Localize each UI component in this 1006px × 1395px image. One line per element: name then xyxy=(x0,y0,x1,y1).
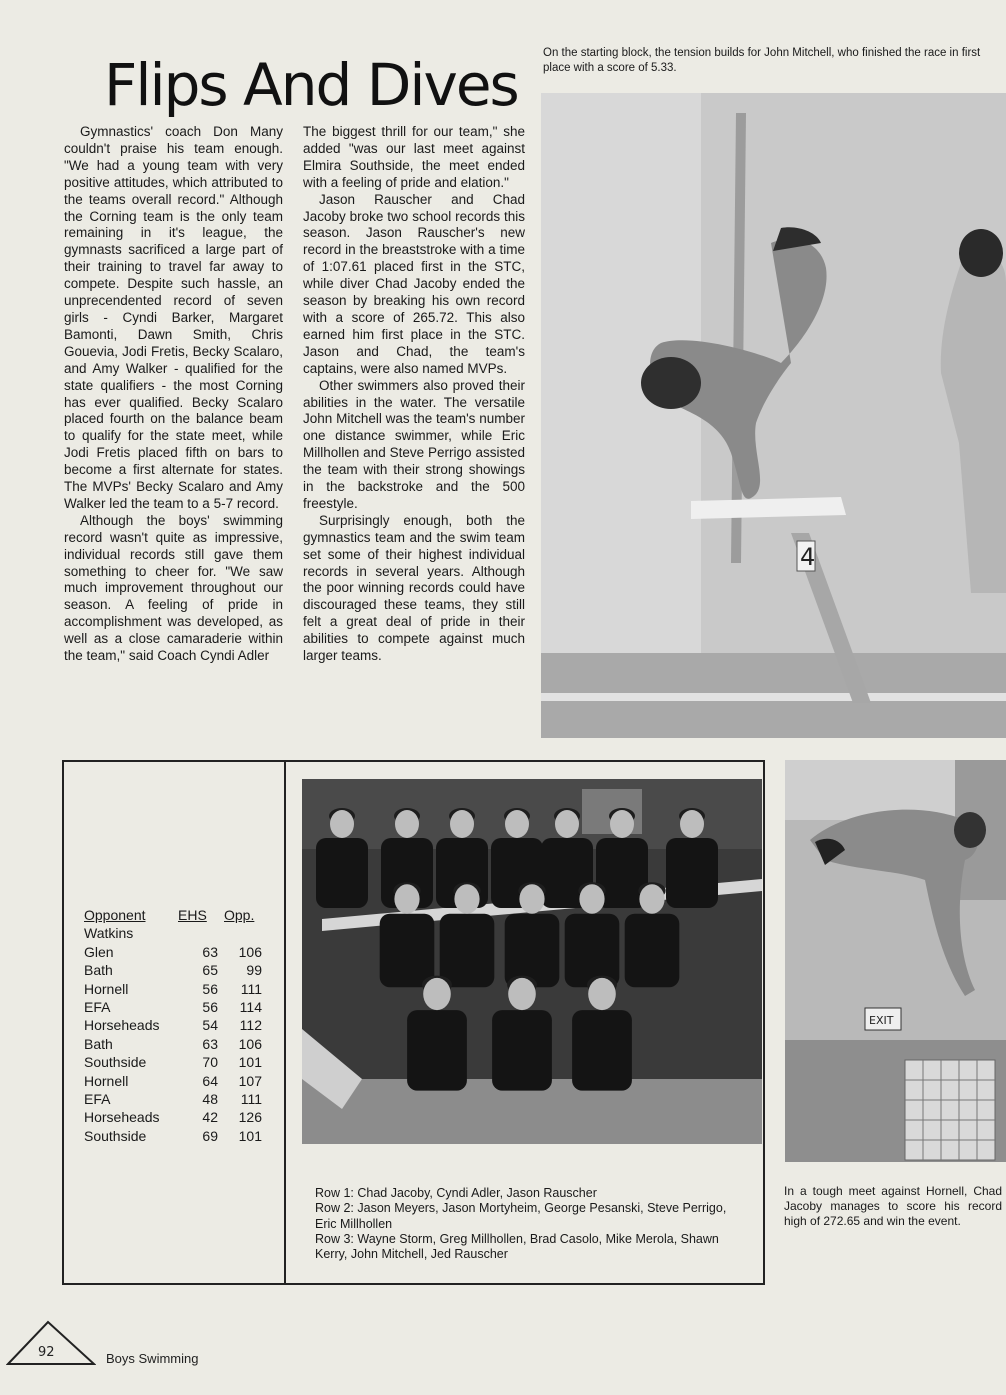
team-member-head xyxy=(508,978,536,1010)
ehs-score-cell xyxy=(176,924,218,942)
team-member-head xyxy=(555,810,579,838)
ehs-score-cell: 63 xyxy=(202,943,218,960)
ehs-score-cell: 70 xyxy=(202,1054,218,1071)
dive-photo xyxy=(785,760,1006,1162)
team-member-jacket xyxy=(380,914,435,988)
team-member-head xyxy=(610,810,634,838)
team-member-head xyxy=(330,810,354,838)
team-member-jacket xyxy=(316,838,368,908)
page-number-triangle-icon xyxy=(6,1318,96,1368)
opp-score-cell: 107 xyxy=(238,1072,262,1089)
team-member-jacket xyxy=(565,914,620,988)
opponent-header: Opponent xyxy=(84,907,146,923)
opponent-cell: Horseheads xyxy=(84,1017,160,1034)
score-row xyxy=(84,1035,264,1053)
article-paragraph: Gymnastics' coach Don Many couldn't praise his team enough. "We had a young team with very positive attitudes, which attributed to the teams overall record." Although the Corning team is the only team remaining in it's league, the gymnasts sacrificed a large part of their training to travel far away to compete. Despite such hassle, an unprecendented record of seven girls - Cyndi Barker, Margaret Bamonti, Dawn Smith, Chris Gouevia, Jodi Fretis, Becky Scalaro, and Amy Walker - qualified for the state qualifiers - the most Corning has ever qualified. Becky Scalaro placed fourth on the balance beam to qualify for the state meet, while Jodi Fretis placed fifth on bars to become a first alternate for states. The MVPs' Becky Scalaro and Amy Walker led the team to a 5-7 record. xyxy=(64,124,283,511)
opp-score-cell: 106 xyxy=(238,1035,262,1052)
team-member-head xyxy=(588,978,616,1010)
opp-header: Opp. xyxy=(224,907,255,923)
scoreboard-table xyxy=(84,906,264,1145)
opp-score-cell: 111 xyxy=(240,1091,262,1108)
opponent-cell: Southside xyxy=(84,1127,147,1144)
exit-sign: EXIT xyxy=(869,1014,894,1027)
ehs-score-cell: 48 xyxy=(202,1091,218,1108)
team-member-head xyxy=(639,884,664,913)
lane-number: 4 xyxy=(800,543,816,571)
team-member-jacket xyxy=(572,1010,632,1091)
opponent-cell: EFA xyxy=(84,1091,111,1108)
section-name: Boys Swimming xyxy=(106,1351,199,1366)
score-row xyxy=(84,1053,264,1071)
team-member-head xyxy=(394,884,419,913)
team-member-head xyxy=(505,810,529,838)
opp-score-cell: 101 xyxy=(238,1054,262,1071)
opp-score-cell: 111 xyxy=(240,980,262,997)
score-row xyxy=(84,998,264,1016)
dive-photo-caption: In a tough meet against Hornell, Chad Jacoby manages to score his record high of 272.65 and win the event. xyxy=(784,1184,1002,1228)
scoreboard-header xyxy=(84,906,264,924)
caption-row-3: Row 3: Wayne Storm, Greg Millhollen, Brad Casolo, Mike Merola, Shawn Kerry, John Mitchell, Jed Rauscher xyxy=(315,1231,719,1262)
team-member-head xyxy=(395,810,419,838)
opponent-cell: Bath xyxy=(84,962,113,979)
team-photo-caption xyxy=(315,1186,740,1262)
ehs-header: EHS xyxy=(178,907,207,923)
opponent-cell: Bath xyxy=(84,1035,113,1052)
score-row xyxy=(84,980,264,998)
ehs-score-cell: 65 xyxy=(202,962,218,979)
opp-score-cell: 101 xyxy=(238,1127,262,1144)
ehs-score-cell: 54 xyxy=(202,1017,218,1034)
team-member-head xyxy=(680,810,704,838)
opp-score-cell: 126 xyxy=(238,1109,262,1126)
score-row xyxy=(84,924,264,942)
score-row xyxy=(84,1127,264,1145)
team-member-jacket xyxy=(440,914,495,988)
opponent-cell: EFA xyxy=(84,999,111,1016)
team-member-head xyxy=(450,810,474,838)
article-paragraph: Although the boys' swimming record wasn't quite as impressive, individual records still gave them something to cheer for. "We saw much improvement throughout our season. A feeling of pride in accomplishment was developed, as well as a close camaraderie within the team," said Coach Cyndi Adler xyxy=(64,512,283,664)
ehs-score-cell: 64 xyxy=(202,1072,218,1089)
team-member-jacket xyxy=(492,1010,552,1091)
team-member-head xyxy=(519,884,544,913)
starting-block-photo xyxy=(541,93,1006,738)
team-member-head xyxy=(454,884,479,913)
opponent-cell: Horseheads xyxy=(84,1109,160,1126)
ehs-score-cell: 56 xyxy=(202,999,218,1016)
opp-score-cell: 112 xyxy=(239,1017,262,1034)
opp-score-cell: 99 xyxy=(246,962,262,979)
score-row xyxy=(84,1016,264,1034)
team-member-jacket xyxy=(505,914,560,988)
team-member-jacket xyxy=(407,1010,467,1091)
score-row xyxy=(84,1072,264,1090)
opp-score-cell: 106 xyxy=(238,943,262,960)
opp-score-cell xyxy=(218,924,262,942)
score-row xyxy=(84,1090,264,1108)
ehs-score-cell: 42 xyxy=(202,1109,218,1126)
page-title: Flips And Dives xyxy=(104,51,518,119)
article-paragraph: The biggest thrill for our team," she added "was our last meet against Elmira Southside, the meet ended with a feeling of pride and elation." xyxy=(303,124,525,190)
team-photo xyxy=(302,779,762,1144)
opponent-cell: Watkins xyxy=(84,925,134,942)
caption-row-1: Row 1: Chad Jacoby, Cyndi Adler, Jason Rauscher xyxy=(315,1186,597,1200)
score-row xyxy=(84,943,264,961)
article-paragraph: Other swimmers also proved their abilities in the water. The versatile John Mitchell was the team's number one distance swimmer, while Eric Millhollen and Steve Perrigo assisted the team with their strong showings in the backstroke and the 500 freestyle. xyxy=(303,377,525,511)
team-member-head xyxy=(579,884,604,913)
article-column-1 xyxy=(64,124,283,665)
ehs-score-cell: 63 xyxy=(202,1035,218,1052)
diver-photo-caption: On the starting block, the tension builds for John Mitchell, who finished the race in first place with a score of 5.33. xyxy=(543,47,981,74)
box-divider xyxy=(284,760,286,1285)
article-paragraph: Jason Rauscher and Chad Jacoby broke two school records this season. Jason Rauscher's new record in the breaststroke with a time of 1:07.61 placed first in the STC, while diver Chad Jacoby ended the season by breaking his own record with a score of 265.72. This also earned him first place in the STC. Jason and Chad, the team's captains, were also named MVPs. xyxy=(303,191,525,376)
opponent-cell: Hornell xyxy=(84,1072,129,1089)
opponent-cell: Glen xyxy=(84,943,114,960)
article-column-2 xyxy=(303,124,525,665)
score-row xyxy=(84,961,264,979)
opp-score-cell: 114 xyxy=(239,999,262,1016)
ehs-score-cell: 56 xyxy=(202,980,218,997)
ehs-score-cell: 69 xyxy=(202,1127,218,1144)
score-row xyxy=(84,1108,264,1126)
page-number: 92 xyxy=(38,1345,55,1360)
opponent-cell: Southside xyxy=(84,1054,147,1071)
team-member-head xyxy=(423,978,451,1010)
opponent-cell: Hornell xyxy=(84,980,129,997)
team-member-jacket xyxy=(625,914,680,988)
article-paragraph: Surprisingly enough, both the gymnastics team and the swim team set some of their highest individual records in several years. Although the poor winning records could have discouraged these teams, they still felt a great deal of pride in their abilities to compete against much larger teams. xyxy=(303,512,525,664)
team-member-jacket xyxy=(666,838,718,908)
caption-row-2: Row 2: Jason Meyers, Jason Mortyheim, George Pesanski, Steve Perrigo, Eric Millhollen xyxy=(315,1201,727,1231)
